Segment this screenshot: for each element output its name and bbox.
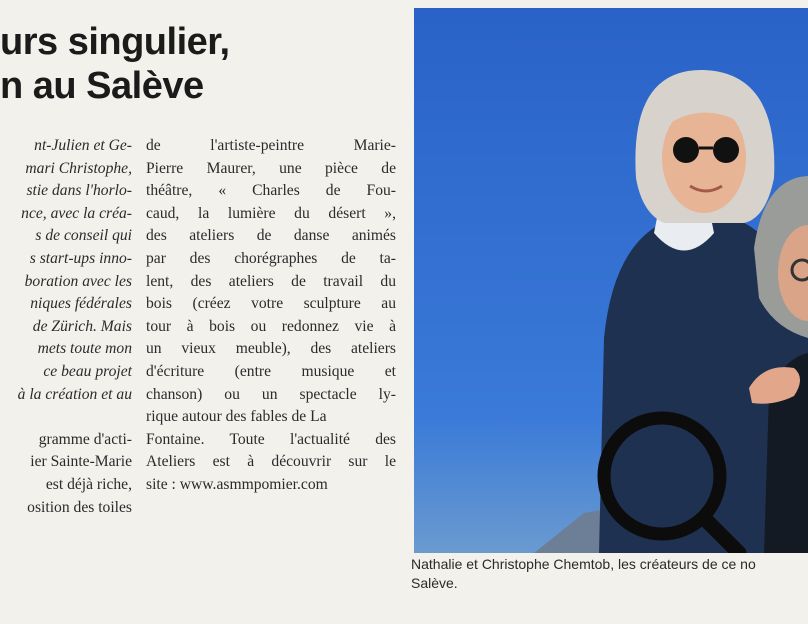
right-column-line: théâtre, « Charles de Fou- — [146, 182, 396, 200]
right-column-line: un vieux meuble), des ateliers — [146, 340, 396, 358]
caption-line-2: Salève. — [411, 575, 458, 591]
right-column-line: site : www.asmmpomier.com — [146, 475, 328, 493]
left-column-line: s de conseil qui — [35, 227, 132, 245]
left-column-line: gramme d'acti- — [38, 430, 132, 448]
right-column-line: lent, des ateliers de travail du — [146, 272, 396, 290]
right-column-line: Ateliers est à découvrir sur le — [146, 453, 396, 471]
headline-line-2: n au Salève — [0, 65, 204, 107]
article-column-right — [146, 135, 396, 497]
right-column-line: de l'artiste-peintre Marie- — [146, 137, 396, 154]
article-photo — [414, 8, 808, 553]
left-column-line: ce beau projet — [43, 362, 132, 380]
right-column-line: d'écriture (entre musique et — [146, 362, 396, 380]
left-column-line: de Zürich. Mais — [32, 317, 132, 335]
right-column-line: tour à bois ou redonnez vie à — [146, 317, 396, 335]
left-column-line: niques fédérales — [30, 295, 132, 313]
right-column-line: des ateliers de danse animés — [146, 227, 396, 245]
article-headline — [0, 20, 390, 108]
right-column-line: par des chorégraphes de ta- — [146, 249, 396, 267]
left-column-line: s start-ups inno- — [29, 249, 132, 267]
sunglasses-left — [673, 137, 699, 163]
left-column-line: nce, avec la créa- — [21, 204, 132, 222]
left-column-line: stie dans l'horlo- — [26, 182, 132, 200]
left-column-line — [0, 406, 132, 429]
left-column-line: mets toute mon — [37, 340, 132, 358]
left-column-line: ier Sainte-Marie — [30, 453, 132, 471]
right-column-line: rique autour des fables de La — [146, 408, 327, 426]
photo-caption — [411, 555, 808, 593]
right-column-line: Fontaine. Toute l'actualité des — [146, 430, 396, 448]
left-column-line: boration avec les — [24, 272, 132, 290]
headline-line-1: urs singulier, — [0, 21, 230, 63]
left-column-line: nt-Julien et Ge- — [34, 137, 132, 154]
right-column-line: caud, la lumière du désert », — [146, 204, 396, 222]
article-column-left — [0, 135, 132, 519]
right-column-line: bois (créez votre sculpture au — [146, 295, 396, 313]
right-column-line: Pierre Maurer, une pièce de — [146, 159, 396, 177]
sunglasses-right — [713, 137, 739, 163]
right-column-line: chanson) ou un spectacle ly- — [146, 385, 396, 403]
left-column-line: mari Christophe, — [25, 159, 132, 177]
left-column-line: à la création et au — [17, 385, 132, 403]
caption-line-1: Nathalie et Christophe Chemtob, les créateurs de ce no — [411, 556, 756, 572]
left-column-line: osition des toiles — [27, 498, 132, 516]
left-column-line: est déjà riche, — [45, 475, 132, 493]
